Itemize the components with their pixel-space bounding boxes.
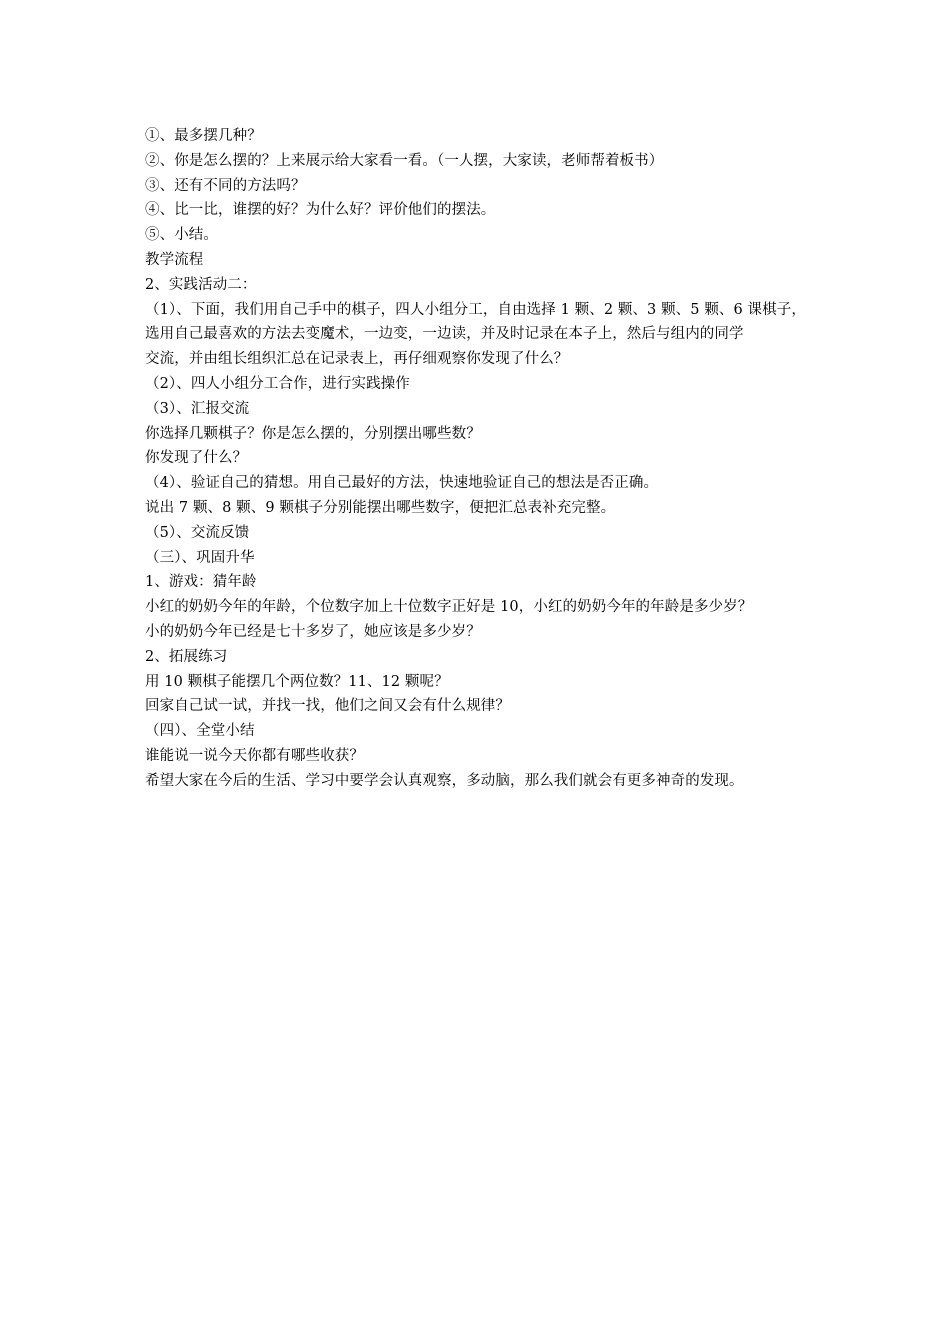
- section-heading: （四）、全堂小结: [145, 723, 255, 740]
- text-line: 谁能说一说今天你都有哪些收获？: [145, 747, 364, 764]
- text-line: （1）、下面，我们用自己手中的棋子，四人小组分工，自由选择 1 颗、2 颗、3 颗、5 颗、6 课棋子，: [145, 301, 806, 318]
- text-line: 交流，并由组长组织汇总在记录表上，再仔细观察你发现了什么？: [145, 351, 569, 368]
- document-body: [145, 124, 825, 794]
- text-line: 说出 7 颗、8 颗、9 颗棋子分别能摆出哪些数字，便把汇总表补充完整。: [145, 499, 616, 516]
- text-line: 选用自己最喜欢的方法去变魔术，一边变，一边读，并及时记录在本子上，然后与组内的同学: [145, 326, 744, 343]
- section-heading: 教学流程: [145, 251, 204, 268]
- section-heading: （三）、巩固升华: [145, 549, 255, 566]
- section-heading: 2、拓展练习: [145, 648, 228, 665]
- text-line: ①、最多摆几种？: [145, 128, 262, 144]
- text-line: （5）、交流反馈: [145, 524, 250, 541]
- text-line: （2）、四人小组分工合作，进行实践操作: [145, 375, 410, 392]
- text-line: （4）、验证自己的猜想。用自己最好的方法，快速地验证自己的想法是否正确。: [145, 475, 659, 492]
- text-line: 用 10 颗棋子能摆几个两位数？11、12 颗呢？: [145, 673, 449, 690]
- text-line: ⑤、小结。: [145, 227, 218, 244]
- text-line: 小红的奶奶今年的年龄，个位数字加上十位数字正好是 10，小红的奶奶今年的年龄是多少岁？: [145, 599, 753, 616]
- text-line: 回家自己试一试，并找一找，他们之间又会有什么规律？: [145, 698, 510, 715]
- text-line: ④、比一比，谁摆的好？为什么好？评价他们的摆法。: [145, 202, 496, 219]
- text-line: 希望大家在今后的生活、学习中要学会认真观察，多动脑，那么我们就会有更多神奇的发现。: [145, 772, 744, 789]
- text-line: 小的奶奶今年已经是七十多岁了，她应该是多少岁？: [145, 623, 481, 640]
- section-heading: 1、游戏：猜年龄: [145, 574, 257, 591]
- text-line: ②、你是怎么摆的？上来展示给大家看一看。（一人摆，大家读，老师帮着板书）: [145, 152, 664, 169]
- text-line: 你选择几颗棋子？你是怎么摆的，分别摆出哪些数？: [145, 425, 481, 442]
- section-heading: 2、实践活动二：: [145, 276, 257, 293]
- text-line: 你发现了什么？: [145, 450, 248, 467]
- text-line: （3）、汇报交流: [145, 400, 250, 417]
- text-line: ③、还有不同的方法吗？: [145, 177, 306, 194]
